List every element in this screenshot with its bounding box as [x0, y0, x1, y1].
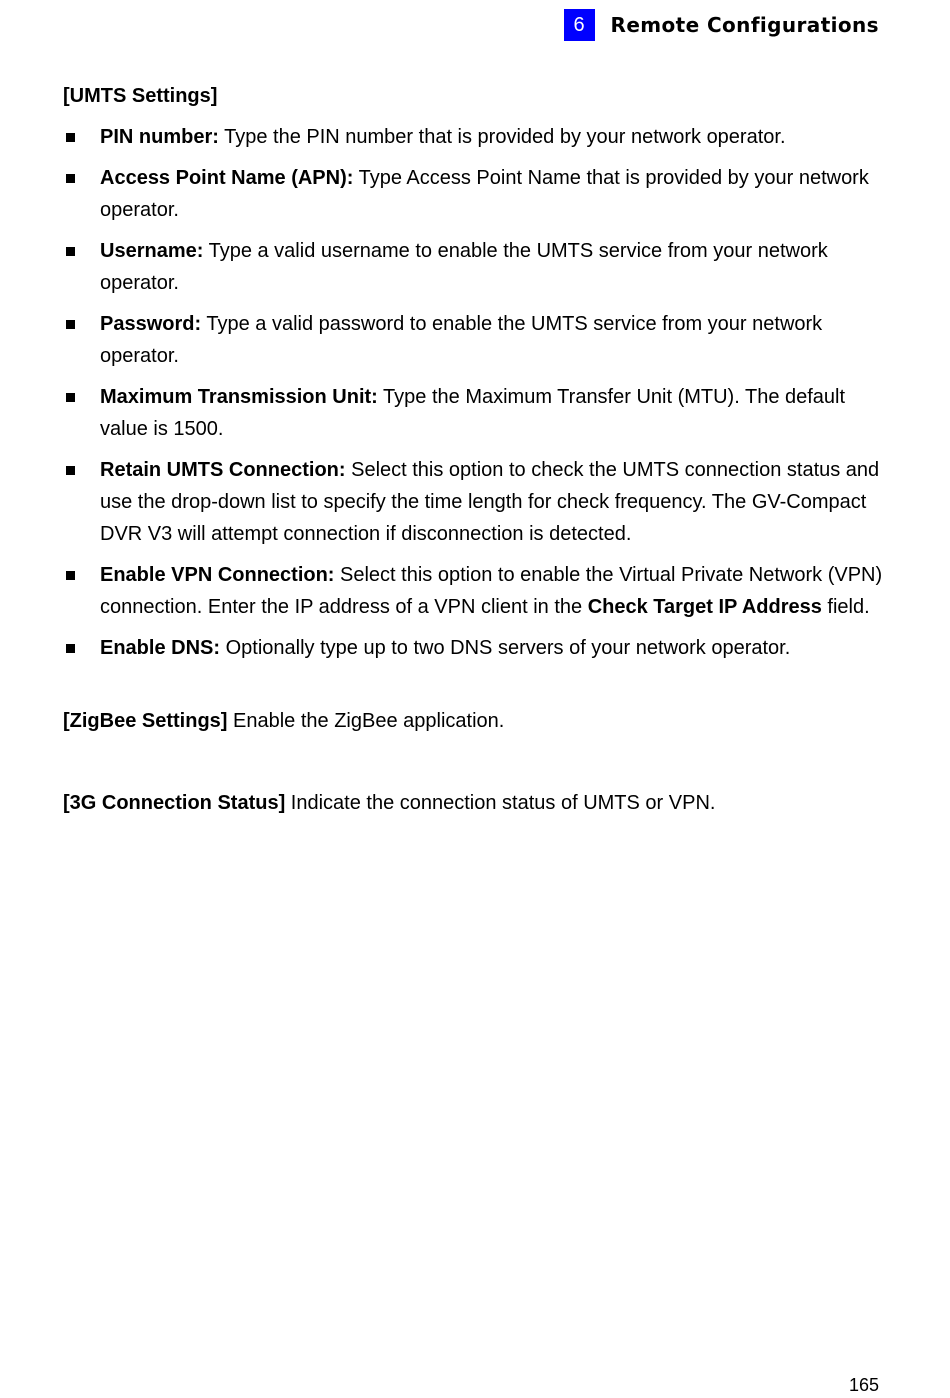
zigbee-settings-paragraph	[63, 705, 883, 737]
umts-settings-list	[63, 121, 883, 664]
item-term: Password:	[100, 313, 202, 335]
item-text: Type a valid username to enable the UMTS service from your network operator.	[100, 240, 828, 294]
item-text: Type the Maximum Transfer Unit (MTU). The default value is 1500.	[100, 386, 846, 440]
item-term: Maximum Transmission Unit:	[100, 386, 378, 408]
item-term: Username:	[100, 240, 204, 262]
item-text: Optionally type up to two DNS servers of your network operator.	[220, 637, 791, 659]
item-term: Enable VPN Connection:	[100, 564, 335, 586]
connection-status-text: Indicate the connection status of UMTS or VPN.	[285, 792, 716, 814]
item-term: Retain UMTS Connection:	[100, 459, 346, 481]
square-bullet-icon	[66, 466, 75, 475]
item-term: Access Point Name (APN):	[100, 167, 354, 189]
list-item	[63, 454, 883, 550]
item-text: Type a valid password to enable the UMTS service from your network operator.	[100, 313, 823, 367]
connection-status-paragraph	[63, 787, 883, 819]
square-bullet-icon	[66, 247, 75, 256]
item-term: Enable DNS:	[100, 637, 221, 659]
square-bullet-icon	[66, 644, 75, 653]
list-item	[63, 235, 883, 299]
chapter-number-badge: 6	[564, 9, 595, 41]
list-item	[63, 162, 883, 226]
item-text: Select this option to check the UMTS connection status and use the drop-down list to specify the time length for check frequency. The GV-Compact DVR V3 will attempt connection if disconnection is detected.	[100, 459, 880, 545]
page-content	[63, 80, 883, 819]
connection-status-heading: [3G Connection Status]	[63, 792, 286, 814]
list-item	[63, 559, 883, 623]
page-header	[564, 9, 879, 41]
square-bullet-icon	[66, 320, 75, 329]
square-bullet-icon	[66, 571, 75, 580]
chapter-title: Remote Configurations	[610, 13, 879, 37]
item-text: Select this option to enable the Virtual Private Network (VPN) connection. Enter the IP address of a VPN client in the	[100, 564, 883, 618]
list-item	[63, 632, 883, 664]
item-bold-field-name: Check Target IP Address	[587, 596, 822, 618]
item-text-end: field.	[821, 596, 870, 618]
item-text: Type the PIN number that is provided by your network operator.	[218, 126, 786, 148]
square-bullet-icon	[66, 174, 75, 183]
item-text: Type Access Point Name that is provided by your network operator.	[100, 167, 869, 221]
umts-settings-heading: [UMTS Settings]	[63, 85, 218, 107]
square-bullet-icon	[66, 133, 75, 142]
list-item	[63, 381, 883, 445]
zigbee-settings-text: Enable the ZigBee application.	[227, 710, 505, 732]
zigbee-settings-heading: [ZigBee Settings]	[63, 710, 228, 732]
list-item	[63, 308, 883, 372]
list-item	[63, 121, 883, 153]
square-bullet-icon	[66, 393, 75, 402]
page-number: 165	[848, 1375, 879, 1395]
item-term: PIN number:	[100, 126, 219, 148]
